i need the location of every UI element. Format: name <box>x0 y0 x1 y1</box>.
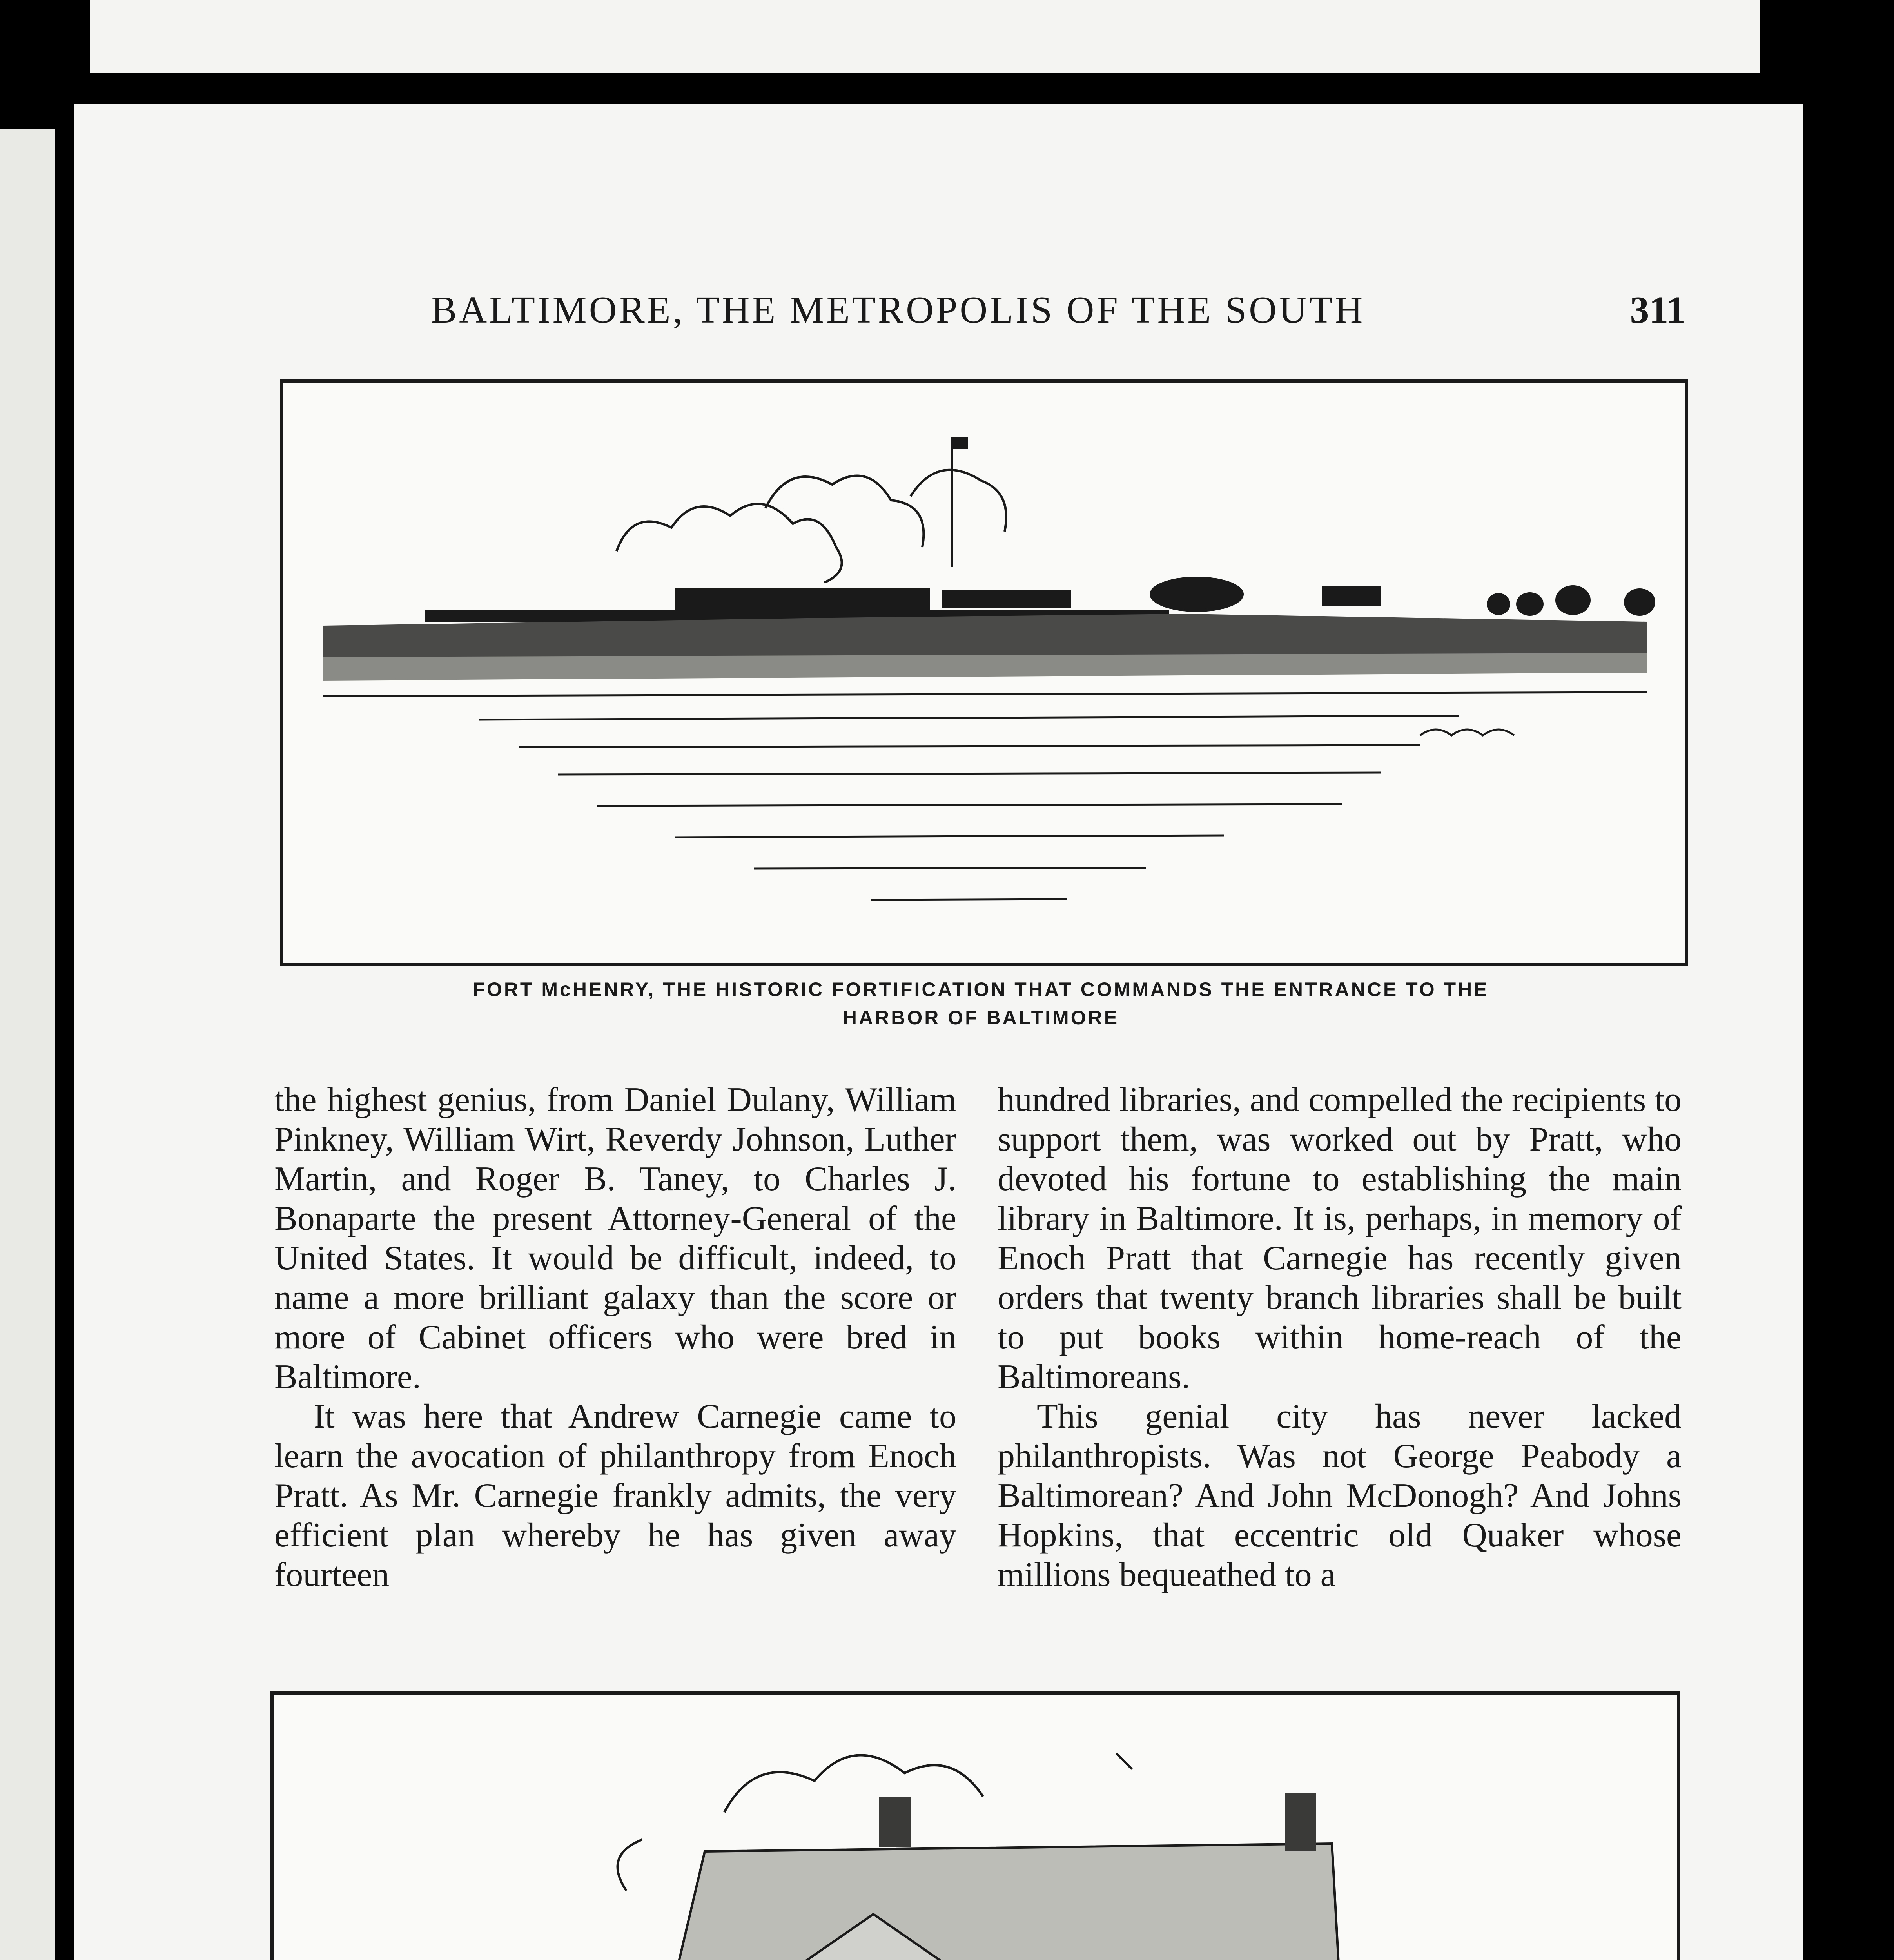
facing-page-edge <box>0 129 55 1960</box>
carroll-mansion-illustration <box>270 1691 1680 1960</box>
left-paragraph-2: It was here that Andrew Carnegie came to learn the avocation of philanthropy from Enoch Pratt. As Mr. Carnegie frankly admits, the very efficient plan whereby he has given away fourteen <box>274 1397 956 1594</box>
right-paragraph-2: This genial city has never lacked philanthropists. Was not George Peabody a Baltimorean? And John McDonogh? And Johns Hopkins, that eccentric old Quaker whose millions bequeathed to a <box>998 1397 1682 1594</box>
page-number: 311 <box>1630 289 1685 331</box>
mansion-engraving <box>274 1695 1677 1960</box>
fort-caption-line1: FORT McHENRY, THE HISTORIC FORTIFICATION THAT COMMANDS THE ENTRANCE TO THE <box>473 978 1489 1000</box>
running-header <box>431 288 1685 331</box>
artist-signature <box>1420 730 1514 735</box>
water-lines <box>323 692 1647 900</box>
right-paragraph-1: hundred libraries, and compelled the recipients to support them, was worked out by Pratt, who devoted his fortune to establishing the main library in Baltimore. It is, perhaps, in memory of Enoch Pratt that Carnegie has recently given orders that twenty branch libraries shall be built to put books within home-reach of the Baltimoreans. <box>998 1081 1682 1396</box>
fort-caption-line2: HARBOR OF BALTIMORE <box>842 1007 1119 1029</box>
left-chimney <box>879 1797 911 1847</box>
shoreline <box>323 653 1647 681</box>
fort-engraving <box>283 383 1685 963</box>
roof <box>673 1844 1340 1960</box>
previous-page-strip <box>90 0 1760 73</box>
trees <box>1150 577 1655 616</box>
flag <box>953 437 968 449</box>
left-column <box>274 1080 956 1595</box>
fort-caption <box>280 975 1682 1032</box>
left-paragraph-1: the highest genius, from Daniel Dulany, William Pinkney, William Wirt, Reverdy Johnson, Luther Martin, and Roger B. Taney, to Charles J. Bonaparte the present Attorney-General of the United States. It would be difficult, indeed, to name a more brilliant galaxy than the score or more of Cabinet officers who were bred in Baltimore. <box>274 1081 956 1396</box>
running-title: BALTIMORE, THE METROPOLIS OF THE SOUTH <box>431 289 1365 331</box>
right-chimney <box>1285 1793 1316 1851</box>
right-column <box>998 1080 1682 1595</box>
fort-mchenry-illustration <box>280 379 1688 966</box>
